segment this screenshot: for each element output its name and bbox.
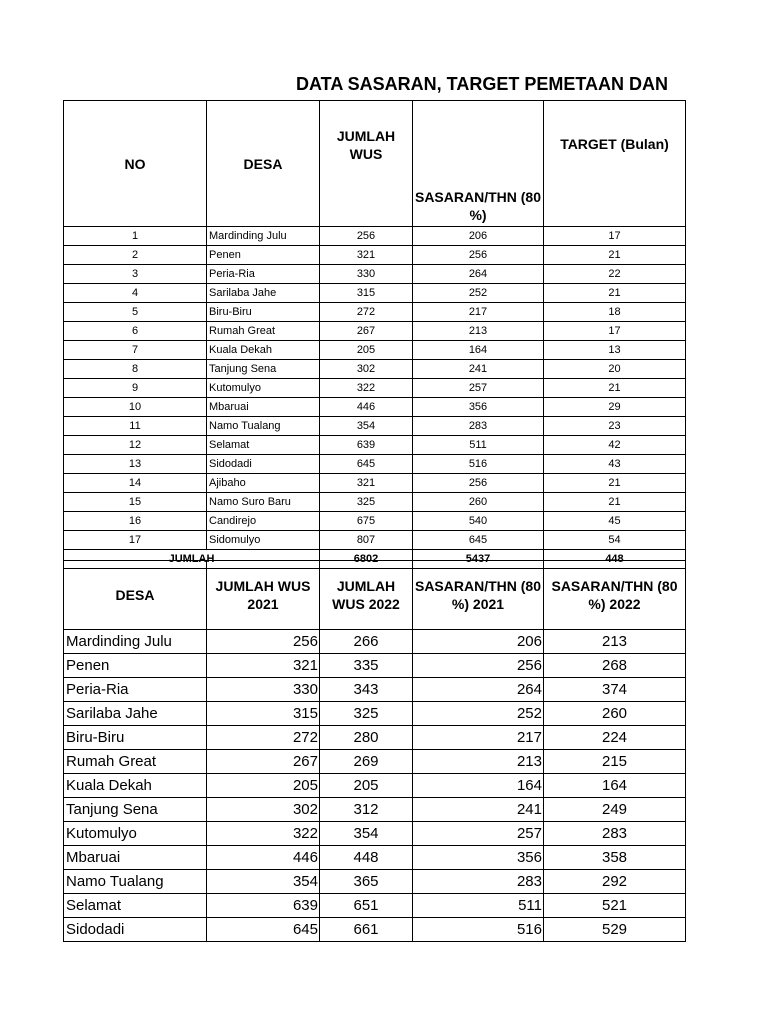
cell-sasaran-2022: 215: [544, 750, 686, 774]
table-row: [64, 726, 686, 750]
target-table-body: [64, 227, 686, 569]
header-sasaran: SASARAN/THN (80 %): [413, 101, 544, 227]
cell-sasaran-2021: 283: [413, 870, 544, 894]
header-sasaran-2022: SASARAN/THN (80 %) 2022: [544, 561, 686, 630]
cell-wus-2022: 266: [320, 630, 413, 654]
cell-sasaran: 511: [413, 436, 544, 455]
table-row: [64, 630, 686, 654]
cell-no: 3: [64, 265, 207, 284]
table-header-row: [64, 101, 686, 227]
cell-jumlah-wus: 267: [320, 322, 413, 341]
cell-jumlah-wus: 325: [320, 493, 413, 512]
cell-sasaran: 256: [413, 246, 544, 265]
total-wus: 6802: [320, 550, 413, 569]
cell-sasaran: 283: [413, 417, 544, 436]
table-row: [64, 750, 686, 774]
table-row: [64, 284, 686, 303]
cell-target: 54: [544, 531, 686, 550]
cell-desa: Namo Tualang: [207, 417, 320, 436]
cell-wus-2022: 335: [320, 654, 413, 678]
cell-sasaran: 540: [413, 512, 544, 531]
cell-target: 22: [544, 265, 686, 284]
total-target: 448: [544, 550, 686, 569]
cell-no: 5: [64, 303, 207, 322]
cell-jumlah-wus: 321: [320, 246, 413, 265]
cell-jumlah-wus: 256: [320, 227, 413, 246]
table-row: [64, 265, 686, 284]
cell-wus-2021: 267: [207, 750, 320, 774]
cell-wus-2022: 448: [320, 846, 413, 870]
cell-wus-2021: 315: [207, 702, 320, 726]
cell-jumlah-wus: 807: [320, 531, 413, 550]
table-row: [64, 360, 686, 379]
table-row: [64, 531, 686, 550]
cell-sasaran-2021: 257: [413, 822, 544, 846]
cell-sasaran: 164: [413, 341, 544, 360]
cell-sasaran: 516: [413, 455, 544, 474]
cell-desa: Tanjung Sena: [64, 798, 207, 822]
cell-sasaran: 257: [413, 379, 544, 398]
table-row: [64, 341, 686, 360]
cell-no: 10: [64, 398, 207, 417]
target-table: [63, 100, 686, 569]
cell-no: 9: [64, 379, 207, 398]
cell-desa: Tanjung Sena: [207, 360, 320, 379]
cell-sasaran-2022: 213: [544, 630, 686, 654]
cell-sasaran-2021: 217: [413, 726, 544, 750]
cell-desa: Sidomulyo: [207, 531, 320, 550]
cell-wus-2021: 639: [207, 894, 320, 918]
cell-sasaran-2022: 521: [544, 894, 686, 918]
cell-target: 43: [544, 455, 686, 474]
comparison-table-body: [64, 630, 686, 942]
cell-desa: Sarilaba Jahe: [64, 702, 207, 726]
document-title: DATA SASARAN, TARGET PEMETAAN DAN: [296, 74, 668, 94]
cell-wus-2022: 205: [320, 774, 413, 798]
header-wus-2022: JUMLAH WUS 2022: [320, 561, 413, 630]
header-sasaran-2021: SASARAN/THN (80 %) 2021: [413, 561, 544, 630]
cell-sasaran: 213: [413, 322, 544, 341]
cell-target: 20: [544, 360, 686, 379]
cell-target: 45: [544, 512, 686, 531]
cell-wus-2022: 312: [320, 798, 413, 822]
cell-wus-2022: 661: [320, 918, 413, 942]
table-row: [64, 436, 686, 455]
table-row: [64, 894, 686, 918]
cell-sasaran: 264: [413, 265, 544, 284]
table-row: [64, 918, 686, 942]
cell-sasaran-2021: 511: [413, 894, 544, 918]
cell-sasaran: 356: [413, 398, 544, 417]
cell-desa: Mardinding Julu: [64, 630, 207, 654]
cell-jumlah-wus: 315: [320, 284, 413, 303]
table-row: [64, 774, 686, 798]
cell-sasaran: 645: [413, 531, 544, 550]
cell-sasaran-2021: 264: [413, 678, 544, 702]
total-sasaran: 5437: [413, 550, 544, 569]
cell-desa: Kuala Dekah: [207, 341, 320, 360]
cell-sasaran-2021: 241: [413, 798, 544, 822]
cell-wus-2021: 330: [207, 678, 320, 702]
cell-desa: Kutomulyo: [207, 379, 320, 398]
header-desa: DESA: [64, 561, 207, 630]
cell-target: 42: [544, 436, 686, 455]
cell-desa: Mbaruai: [207, 398, 320, 417]
cell-sasaran-2022: 358: [544, 846, 686, 870]
table-row: [64, 822, 686, 846]
table-row: [64, 870, 686, 894]
cell-no: 11: [64, 417, 207, 436]
cell-desa: Mbaruai: [64, 846, 207, 870]
cell-jumlah-wus: 322: [320, 379, 413, 398]
cell-sasaran: 241: [413, 360, 544, 379]
cell-wus-2021: 645: [207, 918, 320, 942]
table-row: [64, 455, 686, 474]
header-jumlah-wus: JUMLAH WUS: [320, 101, 413, 227]
cell-desa: Sidodadi: [207, 455, 320, 474]
cell-no: 8: [64, 360, 207, 379]
cell-target: 29: [544, 398, 686, 417]
cell-sasaran-2022: 283: [544, 822, 686, 846]
total-label: JUMLAH: [64, 550, 320, 569]
cell-desa: Penen: [207, 246, 320, 265]
cell-wus-2021: 302: [207, 798, 320, 822]
cell-target: 17: [544, 227, 686, 246]
cell-desa: Peria-Ria: [207, 265, 320, 284]
table-row: [64, 702, 686, 726]
table-row: [64, 493, 686, 512]
cell-no: 15: [64, 493, 207, 512]
cell-desa: Kuala Dekah: [64, 774, 207, 798]
cell-no: 17: [64, 531, 207, 550]
comparison-table: [63, 560, 686, 942]
cell-desa: Biru-Biru: [207, 303, 320, 322]
cell-target: 18: [544, 303, 686, 322]
cell-wus-2021: 256: [207, 630, 320, 654]
cell-target: 21: [544, 474, 686, 493]
cell-no: 14: [64, 474, 207, 493]
cell-desa: Namo Tualang: [64, 870, 207, 894]
header-target: TARGET (Bulan): [544, 101, 686, 227]
cell-wus-2021: 272: [207, 726, 320, 750]
cell-no: 13: [64, 455, 207, 474]
cell-target: 17: [544, 322, 686, 341]
cell-wus-2022: 280: [320, 726, 413, 750]
cell-desa: Namo Suro Baru: [207, 493, 320, 512]
cell-desa: Sidodadi: [64, 918, 207, 942]
cell-sasaran: 252: [413, 284, 544, 303]
cell-no: 2: [64, 246, 207, 265]
header-desa: DESA: [207, 101, 320, 227]
cell-sasaran-2022: 268: [544, 654, 686, 678]
cell-desa: Kutomulyo: [64, 822, 207, 846]
cell-sasaran-2021: 213: [413, 750, 544, 774]
cell-sasaran-2021: 164: [413, 774, 544, 798]
cell-jumlah-wus: 645: [320, 455, 413, 474]
cell-desa: Selamat: [207, 436, 320, 455]
cell-wus-2022: 365: [320, 870, 413, 894]
cell-desa: Sarilaba Jahe: [207, 284, 320, 303]
cell-wus-2022: 269: [320, 750, 413, 774]
cell-sasaran-2021: 516: [413, 918, 544, 942]
table-row: [64, 417, 686, 436]
cell-sasaran-2022: 260: [544, 702, 686, 726]
table-row: [64, 846, 686, 870]
cell-jumlah-wus: 205: [320, 341, 413, 360]
table-row: [64, 474, 686, 493]
cell-sasaran-2022: 224: [544, 726, 686, 750]
cell-desa: Penen: [64, 654, 207, 678]
cell-sasaran-2021: 252: [413, 702, 544, 726]
cell-sasaran-2022: 164: [544, 774, 686, 798]
table-row: [64, 654, 686, 678]
header-no: NO: [64, 101, 207, 227]
cell-wus-2021: 322: [207, 822, 320, 846]
cell-wus-2021: 354: [207, 870, 320, 894]
cell-sasaran-2021: 206: [413, 630, 544, 654]
table-row: [64, 398, 686, 417]
cell-wus-2021: 446: [207, 846, 320, 870]
cell-desa: Biru-Biru: [64, 726, 207, 750]
cell-wus-2022: 325: [320, 702, 413, 726]
cell-wus-2021: 321: [207, 654, 320, 678]
cell-wus-2022: 354: [320, 822, 413, 846]
cell-jumlah-wus: 330: [320, 265, 413, 284]
cell-target: 21: [544, 284, 686, 303]
cell-no: 16: [64, 512, 207, 531]
cell-jumlah-wus: 446: [320, 398, 413, 417]
cell-no: 6: [64, 322, 207, 341]
cell-jumlah-wus: 321: [320, 474, 413, 493]
cell-wus-2021: 205: [207, 774, 320, 798]
cell-desa: Selamat: [64, 894, 207, 918]
cell-jumlah-wus: 639: [320, 436, 413, 455]
table-row: [64, 322, 686, 341]
cell-no: 4: [64, 284, 207, 303]
cell-no: 7: [64, 341, 207, 360]
cell-jumlah-wus: 675: [320, 512, 413, 531]
cell-sasaran-2022: 529: [544, 918, 686, 942]
cell-desa: Peria-Ria: [64, 678, 207, 702]
cell-sasaran-2022: 292: [544, 870, 686, 894]
cell-no: 12: [64, 436, 207, 455]
table-row: [64, 246, 686, 265]
cell-jumlah-wus: 354: [320, 417, 413, 436]
table-header-row: [64, 561, 686, 630]
cell-desa: Candirejo: [207, 512, 320, 531]
cell-desa: Ajibaho: [207, 474, 320, 493]
cell-target: 21: [544, 493, 686, 512]
cell-wus-2022: 651: [320, 894, 413, 918]
cell-sasaran: 217: [413, 303, 544, 322]
cell-wus-2022: 343: [320, 678, 413, 702]
cell-sasaran: 256: [413, 474, 544, 493]
table-row: [64, 227, 686, 246]
table-row: [64, 798, 686, 822]
cell-sasaran: 206: [413, 227, 544, 246]
header-wus-2021: JUMLAH WUS 2021: [207, 561, 320, 630]
cell-jumlah-wus: 302: [320, 360, 413, 379]
cell-target: 21: [544, 246, 686, 265]
cell-desa: Rumah Great: [64, 750, 207, 774]
cell-target: 21: [544, 379, 686, 398]
cell-sasaran-2022: 374: [544, 678, 686, 702]
table-row: [64, 678, 686, 702]
cell-target: 23: [544, 417, 686, 436]
cell-desa: Rumah Great: [207, 322, 320, 341]
table-row: [64, 512, 686, 531]
cell-no: 1: [64, 227, 207, 246]
cell-jumlah-wus: 272: [320, 303, 413, 322]
table-row: [64, 303, 686, 322]
cell-desa: Mardinding Julu: [207, 227, 320, 246]
cell-sasaran-2021: 256: [413, 654, 544, 678]
cell-sasaran-2021: 356: [413, 846, 544, 870]
cell-sasaran-2022: 249: [544, 798, 686, 822]
cell-sasaran: 260: [413, 493, 544, 512]
cell-target: 13: [544, 341, 686, 360]
table-row: [64, 379, 686, 398]
